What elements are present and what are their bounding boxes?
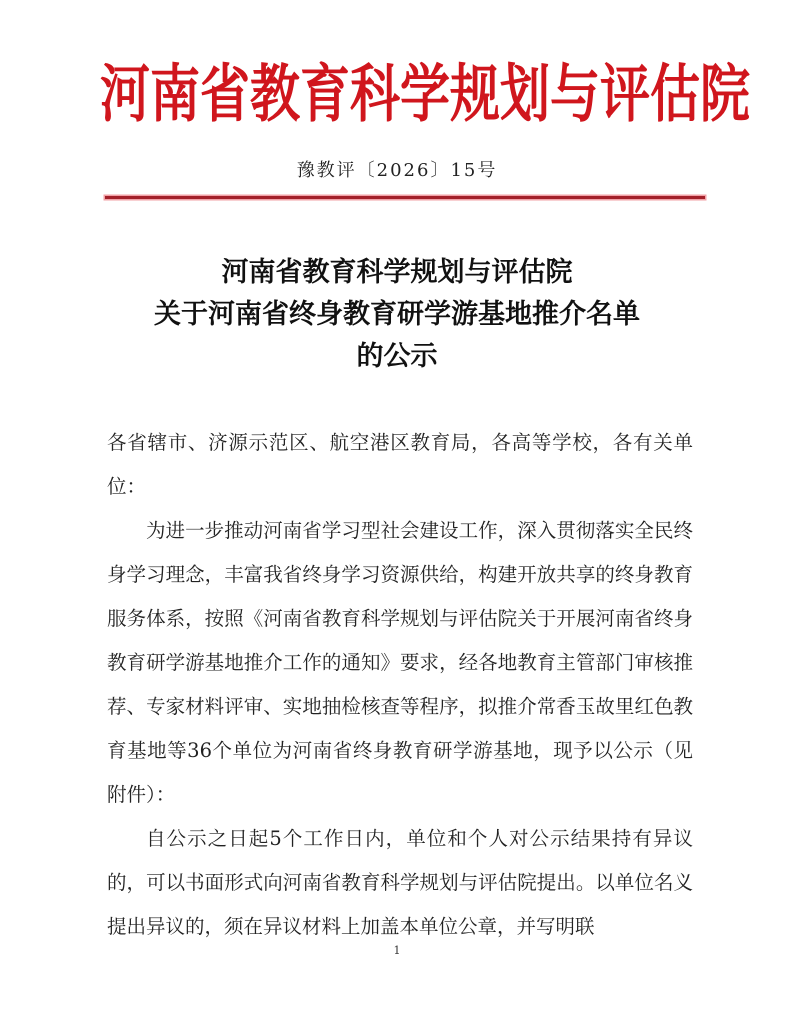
masthead-char: 教 <box>250 56 300 131</box>
masthead-char: 学 <box>400 56 450 131</box>
document-body <box>107 421 693 949</box>
page-number: 1 <box>393 944 401 957</box>
title-line-3: 的公示 <box>356 341 438 372</box>
paragraph-1: 为进一步推动河南省学习型社会建设工作，深入贯彻落实全民终身学习理念，丰富我省终身学习资源供给，构建开放共享的终身教育服务体系，按照《河南省教育科学规划与评估院关于开展河南省终身教育研学游基地推介工作的通知》要求，经各地教育主管部门审核推荐、专家材料评审、实地抽检核查等程序，拟推介常香玉故里红色教育基地等36个单位为河南省终身教育研学游基地，现予以公示（见附件）： <box>107 519 693 806</box>
masthead-char: 院 <box>700 56 750 131</box>
masthead-char: 估 <box>650 56 700 131</box>
masthead-char: 南 <box>150 56 200 131</box>
masthead-char: 省 <box>200 56 250 131</box>
masthead-char: 评 <box>600 56 650 131</box>
document-number: 豫教评〔2026〕15号 <box>296 160 498 181</box>
title-line-2: 关于河南省终身教育研学游基地推介名单 <box>154 299 640 330</box>
title-line-1: 河南省教育科学规划与评估院 <box>221 257 573 288</box>
masthead-char: 与 <box>550 56 600 131</box>
paragraph-2: 自公示之日起5个工作日内，单位和个人对公示结果持有异议的，可以书面形式向河南省教育科学规划与评估院提出。以单位名义提出异议的，须在异议材料上加盖本单位公章，并写明联 <box>107 827 693 938</box>
masthead-char: 划 <box>500 56 550 131</box>
red-divider-line <box>105 196 705 199</box>
document-title <box>0 252 794 378</box>
masthead-char: 科 <box>350 56 400 131</box>
masthead-org-name <box>100 42 750 147</box>
masthead-char: 育 <box>300 56 350 131</box>
masthead-char: 河 <box>100 56 150 131</box>
salutation: 各省辖市、济源示范区、航空港区教育局，各高等学校，各有关单位： <box>107 431 693 498</box>
masthead-char: 规 <box>450 56 500 131</box>
